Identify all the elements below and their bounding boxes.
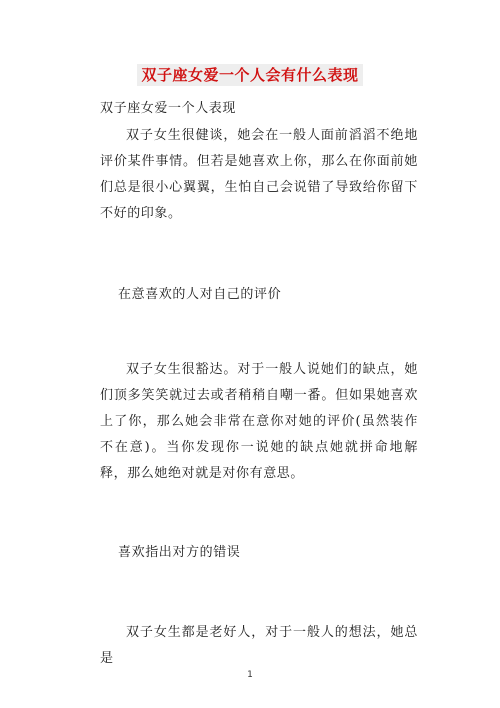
title-container	[0, 64, 500, 86]
intro-heading: 双子座女爱一个人表现	[100, 101, 237, 116]
section-1-heading: 在意喜欢的人对自己的评价	[118, 287, 282, 302]
section-2-heading: 喜欢指出对方的错误	[118, 545, 241, 560]
paragraph-2: 双子女生很豁达。对于一般人说她们的缺点，她们顶多笑笑就过去或者稍稍自嘲一番。但如果她喜欢上了你，那么她会非常在意你对她的评价(虽然装作不在意)。当你发现你一说她的缺点她就拼命地解释，那么她绝对就是对你有意思。	[100, 362, 418, 481]
document-title: 双子座女爱一个人会有什么表现	[137, 64, 362, 86]
page-number: 1	[247, 670, 253, 680]
paragraph-3: 双子女生都是老好人，对于一般人的想法，她总是	[100, 625, 418, 666]
paragraph-1: 双子女生很健谈，她会在一般人面前滔滔不绝地评价某件事情。但若是她喜欢上你，那么在你面前她们总是很小心翼翼，生怕自己会说错了导致给你留下不好的印象。	[100, 128, 418, 221]
